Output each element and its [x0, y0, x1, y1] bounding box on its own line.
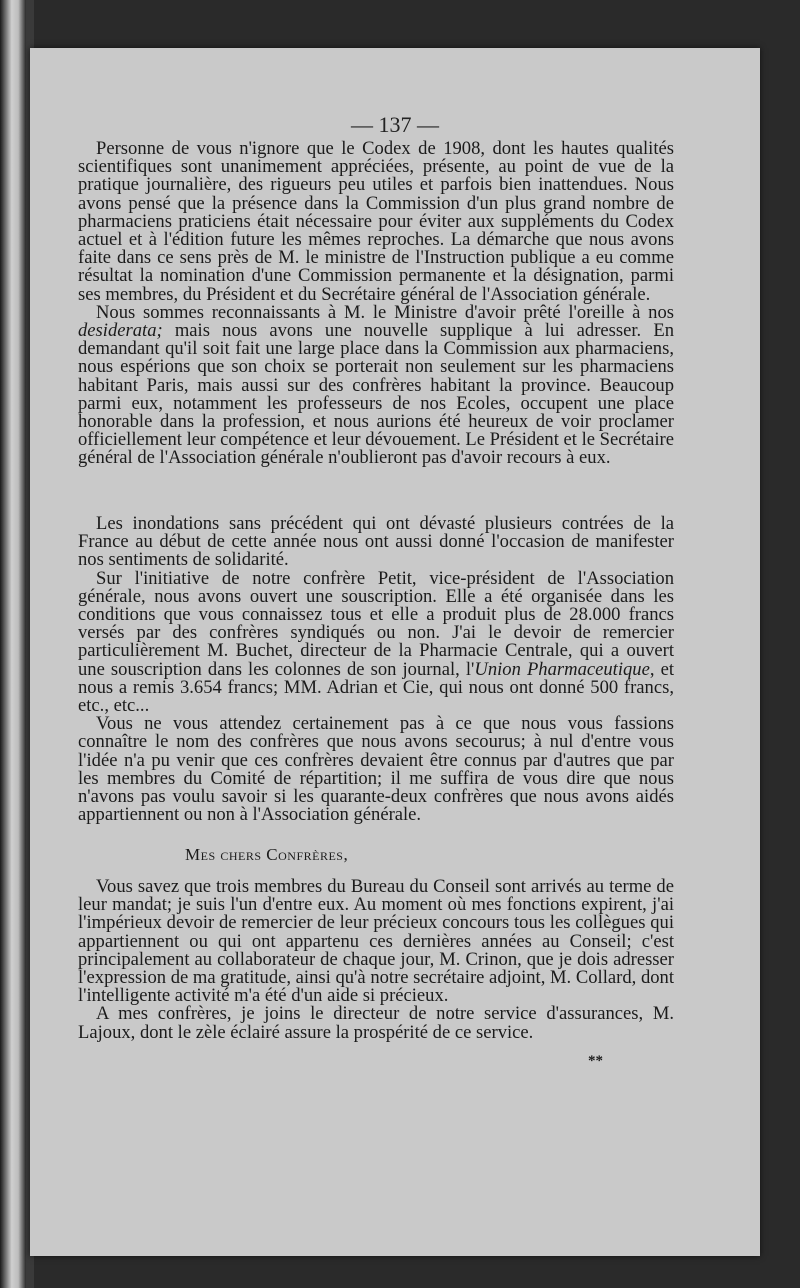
text-block-codex — [78, 140, 674, 468]
paragraph: Vous ne vous attendez certainement pas à ce que nous vous fassions connaître le nom des confrères que nous avons secourus; à nul d'entre vous l'idée n'a pu venir que ces confrères devaient être connus par d'autres que par les membres du Comité de répartition; il me suffira de vous dire que nous n'avons pas voulu savoir si les quarante-deux confrères que nous avons aidés appartiennent ou non à l'Association générale. — [78, 713, 674, 826]
section-separator-stars: ** — [588, 1053, 603, 1069]
paragraph: Les inondations sans précédent qui ont dévasté plusieurs contrées de la France au début de cette année nous ont aussi donné l'occasion de manifester nos sentiments de solidarité. — [78, 513, 674, 571]
paragraph — [78, 567, 674, 717]
book-spine-edge — [0, 0, 26, 1288]
italic-text: Union Pharmaceutique — [474, 658, 650, 680]
section-heading: Mes chers Confrères, — [185, 845, 349, 864]
page-number: — 137 — — [351, 112, 439, 137]
paragraph: A mes confrères, je joins le directeur de notre service d'assurances, M. Lajoux, dont le zèle éclairé assure la prospérité de ce service. — [78, 1003, 674, 1043]
italic-text: desiderata; — [78, 320, 163, 342]
text-block-inondations — [78, 515, 674, 824]
paragraph: Personne de vous n'ignore que le Codex de 1908, dont les hautes qualités scientifiques sont unanimement appréciées, présente, au point de vue de la pratique journalière, des rigueurs peu utiles et parfois bien inattendues. Nous avons pensé que la présence dans la Commission d'un plus grand nombre de pharmaciens praticiens était nécessaire pour éviter aux suppléments du Codex actuel et à l'édition future les mêmes reproches. La démarche que nous avons faite dans ce sens près de M. le ministre de l'Instruction publique a eu comme résultat la nomination d'une Commission permanente et la désignation, parmi ses membres, du Président et du Secrétaire général de l'Association générale. — [78, 138, 674, 305]
paragraph: Vous savez que trois membres du Bureau du Conseil sont arrivés au terme de leur mandat; je suis l'un d'entre eux. Au moment où mes fonctions expirent, j'ai l'impérieux devoir de remercier de leur précieux concours tous les collègues qui appartiennent ou qui ont appartenu ces dernières années au Conseil; c'est principalement au collaborateur de chaque jour, M. Crinon, que je dois adresser l'expression de ma gratitude, ainsi qu'à notre secrétaire adjoint, M. Collard, dont l'intelligente activité m'a été d'un aide si précieux. — [78, 876, 674, 1007]
text-run: Nous sommes reconnaissants à M. le Ministre d'avoir prêté l'oreille à nos — [96, 301, 674, 323]
paragraph — [78, 301, 674, 469]
document-page — [30, 48, 760, 1256]
text-run: Sur l'initiative de notre confrère Petit, vice-président de l'Association générale, nous avons ouvert une souscription. Elle a été organisée dans les conditions que vous connaissez tous et elle a produit plus de 28.000 francs versés par des confrères syndiqués ou non. J'ai le devoir de remercier particulièrement M. Buchet, directeur de la Pharmacie Centrale, qui a ouvert une souscription dans les colonnes de son journal, l' — [78, 567, 674, 680]
text-block-remerciements — [78, 878, 674, 1042]
text-run: mais nous avons une nouvelle supplique à lui adresser. En demandant qu'il soit fait une large place dans la Commission aux pharmaciens, nous espérions que son choix se porterait non seulement sur les pharmaciens habitant Paris, mais aussi sur des confrères habitant la province. Beaucoup parmi eux, notamment les professeurs de nos Ecoles, occupent une place honorable dans la profession, et nous aurions été heureux de voir proclamer officiellement leur compétence et leur dévouement. Le Président et le Secrétaire général de l'Association générale n'oublieront pas d'avoir recours à eux. — [78, 320, 674, 469]
text-run: , et nous a remis 3.654 francs; MM. Adrian et Cie, qui nous ont donné 500 francs, etc., etc... — [78, 658, 674, 717]
